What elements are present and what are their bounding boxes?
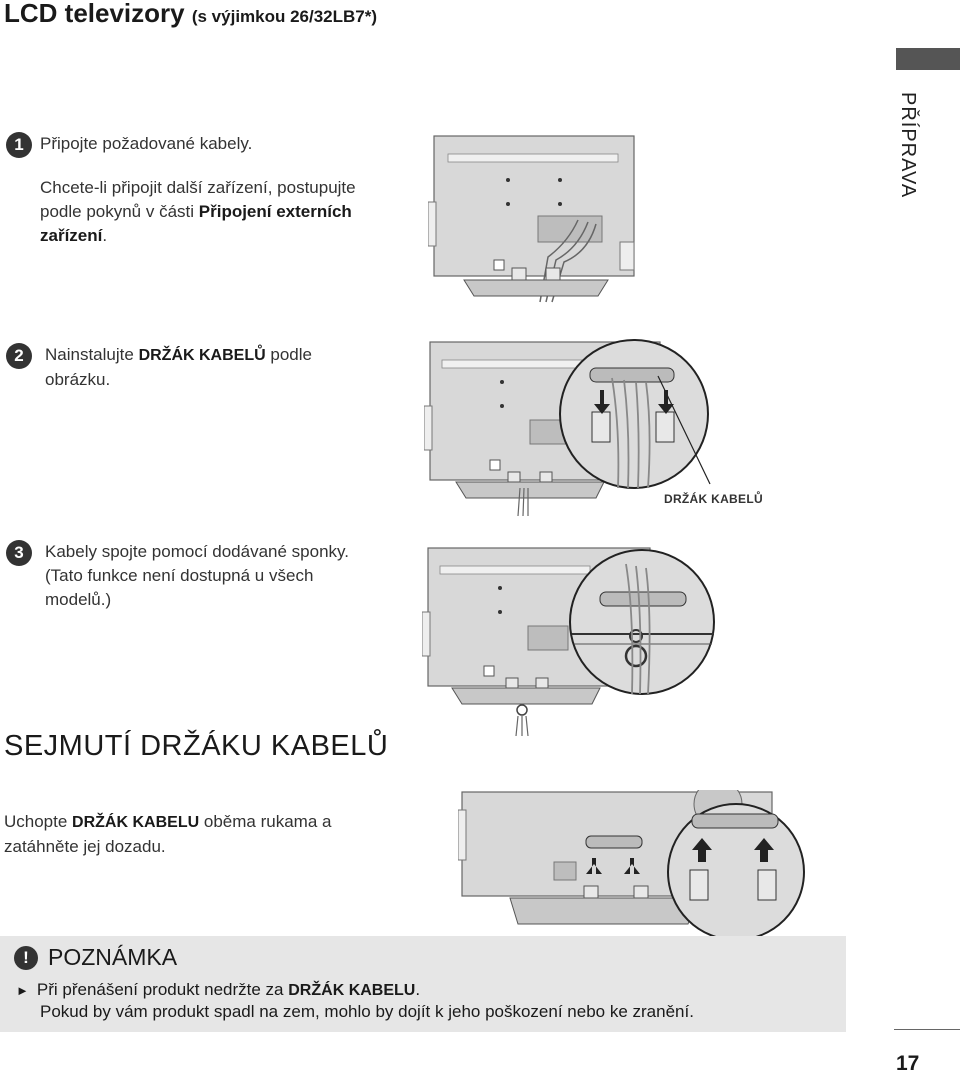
step-number-2: 2 [6,343,32,369]
cable-holder-removal-illustration [458,790,848,936]
note-line-2: Pokud by vám produkt spadl na zem, mohlo by dojít k jeho poškození nebo ke zranění. [40,1002,694,1021]
removal-section-title: SEJMUTÍ DRŽÁKU KABELŮ [4,730,389,762]
step-3-text: Kabely spojte pomocí dodávané sponky. (Tato funkce není dostupná u všech modelů.) [45,542,349,609]
page-title: LCD televizory (s výjimkou 26/32LB7*) [4,0,378,28]
cable-holder-callout: DRŽÁK KABELŮ [664,492,763,506]
bullet-arrow-icon: ► [16,983,29,998]
step-number-1: 1 [6,132,32,158]
page-number: 17 [896,1052,920,1075]
note-title: POZNÁMKA [48,944,178,970]
note-line-1: ► Při přenášení produkt nedržte za DRŽÁK KABELU. [16,980,421,999]
section-side-label: PŘÍPRAVA [897,92,919,199]
section-tab-marker [896,48,960,70]
step-number-3: 3 [6,540,32,566]
tv-back-illustration-3 [422,544,722,738]
tv-back-illustration-1 [428,132,640,312]
step-2-text: Nainstalujte DRŽÁK KABELŮ podle obrázku. [45,345,312,389]
removal-text: Uchopte DRŽÁK KABELU oběma rukama a zatáhněte jej dozadu. [4,812,332,856]
step-1-text: Připojte požadované kabely. Chcete-li připojit další zařízení, postupujte podle pokynů v části Připojení externích zařízení. [40,134,356,245]
page-subtitle: (s výjimkou 26/32LB7*) [191,7,378,26]
warning-icon: ! [14,946,38,970]
footer-rule [894,1029,960,1030]
